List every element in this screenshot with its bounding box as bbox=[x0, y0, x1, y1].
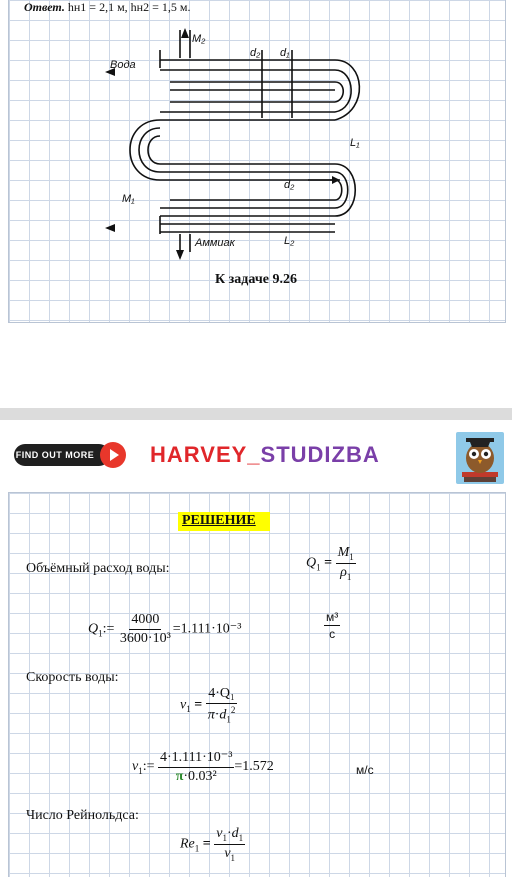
brand-logo-text[interactable] bbox=[150, 442, 380, 468]
water-label: Вода bbox=[110, 59, 136, 71]
re-formula: $Re_1$ = $\frac{v_1\cdot d_1}{\nu_1}$ bbox=[180, 826, 244, 863]
heat-exchanger-diagram bbox=[100, 20, 400, 260]
figure-caption: К задаче 9.26 bbox=[215, 272, 297, 287]
brand-separator: _ bbox=[247, 442, 261, 467]
l1-label: L₁ bbox=[350, 137, 360, 149]
d2b-label: d₂ bbox=[284, 179, 295, 191]
answer-label: Ответ. bbox=[24, 0, 65, 14]
reynolds-label: Число Рейнольдса: bbox=[26, 808, 139, 823]
answer-line bbox=[24, 0, 190, 15]
q-calculation: $Q_1:=$ $\frac{4000}{\text{3600·10³}}$ =1.111·10⁻³ bbox=[88, 612, 242, 646]
ammonia-label: Аммиак bbox=[195, 237, 235, 249]
v-calc-numerator: 4·1.111·10⁻³ bbox=[158, 749, 234, 768]
l2-label: L₂ bbox=[284, 235, 295, 247]
m1-label: M₁ bbox=[122, 193, 135, 205]
q-calc-numerator: 4000 bbox=[129, 612, 161, 630]
flow-label: Объёмный расход воды: bbox=[26, 561, 170, 576]
owl-books-icon[interactable] bbox=[456, 432, 504, 484]
solution-heading: РЕШЕНИЕ bbox=[178, 512, 270, 531]
q-calc-denominator: 3600·10³ bbox=[119, 631, 171, 646]
q-result: =1.111·10⁻³ bbox=[172, 621, 242, 637]
q-unit bbox=[324, 610, 340, 641]
find-out-more-button[interactable]: FIND OUT MORE bbox=[14, 444, 110, 466]
q-unit-numerator: м³ bbox=[326, 610, 339, 624]
brand-part1: HARVEY bbox=[150, 442, 248, 467]
m2-label: M₂ bbox=[192, 33, 206, 45]
velocity-label: Скорость воды: bbox=[26, 670, 119, 685]
brand-part2: STUDIZBA bbox=[260, 442, 380, 467]
v-formula: $v_1$ = $\frac{\text{4·Q₁}}{\pi\cdot d_1^2}$ bbox=[180, 686, 236, 725]
v-formula-numerator: 4·Q₁ bbox=[206, 686, 237, 704]
v-calc-denominator: ·0.03² bbox=[183, 769, 217, 784]
problem-page bbox=[0, 0, 512, 408]
d1-label: d₁ bbox=[280, 47, 290, 59]
v-calculation: $v_1:=$ $\frac{\text{4·1.111·10⁻³}}{\text{π·0.03²}}$ =1.572 bbox=[132, 750, 274, 784]
d2-label: d₂ bbox=[250, 47, 261, 59]
v-result: =1.572 bbox=[234, 759, 274, 775]
q-formula: $Q_1$ = $\frac{M_1}{\rho_1}$ bbox=[306, 545, 354, 582]
answer-text: hн1 = 2,1 м, hн2 = 1,5 м. bbox=[67, 0, 191, 14]
q-unit-denominator: с bbox=[329, 627, 336, 641]
v-unit: м/с bbox=[356, 763, 374, 777]
play-icon[interactable] bbox=[100, 442, 126, 468]
page-divider bbox=[0, 408, 512, 420]
